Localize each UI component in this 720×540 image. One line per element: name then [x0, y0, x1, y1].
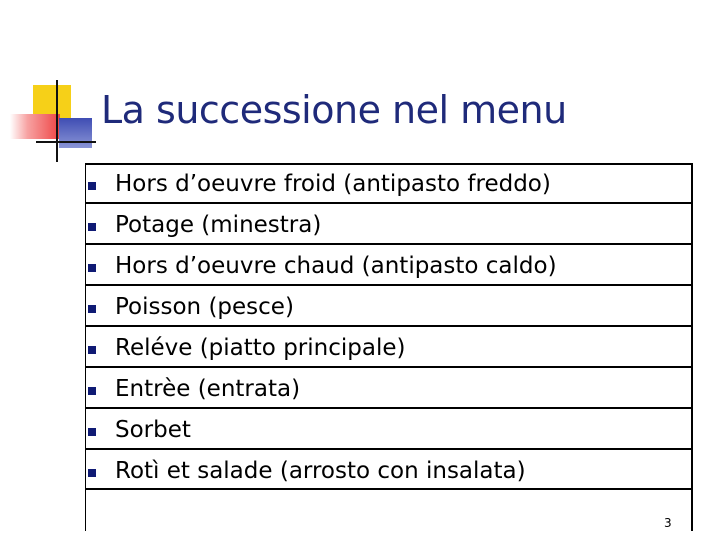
- menu-row: [85, 450, 693, 491]
- menu-row: [85, 327, 693, 368]
- square-bullet-icon: [88, 387, 96, 395]
- square-bullet-icon: [88, 264, 96, 272]
- menu-row: [85, 245, 693, 286]
- menu-row: [85, 204, 693, 245]
- square-bullet-icon: [88, 469, 96, 477]
- menu-item-label: Hors d’oeuvre froid (antipasto freddo): [115, 171, 551, 197]
- decorative-logo-icon: [0, 0, 100, 170]
- menu-item-label: Reléve (piatto principale): [115, 335, 406, 361]
- logo-horizontal-line: [36, 141, 96, 143]
- logo-blue-square: [59, 118, 92, 148]
- menu-item-label: Hors d’oeuvre chaud (antipasto caldo): [115, 253, 557, 279]
- row-divider: [85, 488, 693, 490]
- square-bullet-icon: [88, 223, 96, 231]
- menu-item-label: Sorbet: [115, 417, 191, 443]
- menu-row: [85, 163, 693, 204]
- menu-item-label: Rotì et salade (arrosto con insalata): [115, 458, 526, 484]
- logo-red-bar: [10, 114, 60, 139]
- menu-item-label: Potage (minestra): [115, 212, 322, 238]
- menu-item-label: Poisson (pesce): [115, 294, 294, 320]
- page-number: 3: [664, 516, 672, 530]
- square-bullet-icon: [88, 305, 96, 313]
- square-bullet-icon: [88, 346, 96, 354]
- square-bullet-icon: [88, 428, 96, 436]
- menu-row: [85, 409, 693, 450]
- square-bullet-icon: [88, 182, 96, 190]
- menu-item-label: Entrèe (entrata): [115, 376, 301, 402]
- slide-title: La successione nel menu: [101, 88, 567, 132]
- logo-vertical-line: [56, 80, 58, 162]
- menu-row: [85, 368, 693, 409]
- menu-row: [85, 286, 693, 327]
